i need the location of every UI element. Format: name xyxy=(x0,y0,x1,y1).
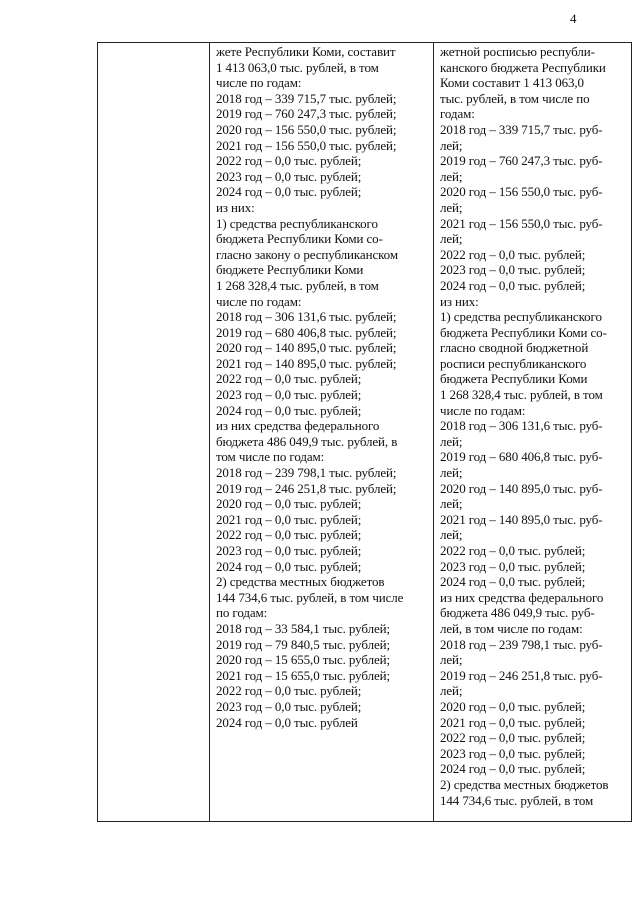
text-line: 2020 год – 156 550,0 тыс. руб- xyxy=(440,184,603,200)
text-line: лей; xyxy=(440,527,463,543)
text-line: 2024 год – 0,0 тыс. рублей xyxy=(216,714,358,730)
text-line: жетной росписью республи- xyxy=(440,44,595,59)
text-line: бюджета 486 049,9 тыс. рублей, в xyxy=(216,433,398,449)
table-column-left xyxy=(98,43,210,821)
text-line: 2023 год – 0,0 тыс. рублей; xyxy=(216,168,362,184)
page-number: 4 xyxy=(570,11,577,26)
text-line: 2020 год – 140 895,0 тыс. рублей; xyxy=(216,340,397,356)
text-line: 2022 год – 0,0 тыс. рублей; xyxy=(216,527,362,543)
text-line: 2019 год – 246 251,8 тыс. руб- xyxy=(440,667,603,683)
text-line: 2023 год – 0,0 тыс. рублей; xyxy=(440,262,586,278)
text-line: 2022 год – 0,0 тыс. рублей; xyxy=(216,371,362,387)
document-table xyxy=(97,42,632,822)
text-line: лей; xyxy=(440,168,463,184)
text-line: 2019 год – 79 840,5 тыс. рублей; xyxy=(216,636,391,652)
text-line: 2024 год – 0,0 тыс. рублей; xyxy=(440,761,586,777)
text-line: 2022 год – 0,0 тыс. рублей; xyxy=(440,543,586,558)
text-line: 2020 год – 0,0 тыс. рублей; xyxy=(216,496,362,512)
text-line: 2) средства местных бюджетов xyxy=(440,776,609,792)
text-line: канского бюджета Республики xyxy=(440,59,606,75)
text-line: 2023 год – 0,0 тыс. рублей; xyxy=(440,558,586,574)
text-line: 2020 год – 15 655,0 тыс. рублей; xyxy=(216,652,391,668)
text-line: 2023 год – 0,0 тыс. рублей; xyxy=(216,543,362,558)
text-line: 2024 год – 0,0 тыс. рублей; xyxy=(440,277,586,293)
text-line: 2019 год – 680 406,8 тыс. руб- xyxy=(440,449,603,465)
text-line: 1 413 063,0 тыс. рублей, в том xyxy=(216,59,379,75)
text-line: 2018 год – 33 584,1 тыс. рублей; xyxy=(216,620,391,636)
text-line: 2024 год – 0,0 тыс. рублей; xyxy=(216,184,362,200)
text-line: бюджета Республики Коми со- xyxy=(216,231,383,247)
text-line: из них средства федерального xyxy=(440,589,604,605)
text-line: 144 734,6 тыс. рублей, в том xyxy=(440,792,594,808)
text-line: 2018 год – 306 131,6 тыс. рублей; xyxy=(216,309,397,325)
text-line: тыс. рублей, в том числе по xyxy=(440,90,590,106)
text-line: 2019 год – 760 247,3 тыс. руб- xyxy=(440,153,603,169)
text-line: 2018 год – 239 798,1 тыс. рублей; xyxy=(216,465,397,481)
text-line: числе по годам: xyxy=(216,75,302,91)
text-line: лей; xyxy=(440,433,463,449)
text-line: лей; xyxy=(440,137,463,153)
text-line: 2021 год – 0,0 тыс. рублей; xyxy=(216,511,362,527)
text-line: 1) средства республиканского xyxy=(440,309,602,325)
text-line: гласно закону о республиканском xyxy=(216,246,398,262)
text-line: из них средства федерального xyxy=(216,418,380,434)
text-line: 144 734,6 тыс. рублей, в том числе xyxy=(216,589,404,605)
text-line: жете Республики Коми, составит xyxy=(216,44,396,59)
text-line: 2023 год – 0,0 тыс. рублей; xyxy=(216,387,362,403)
text-line: 2023 год – 0,0 тыс. рублей; xyxy=(440,745,586,761)
text-line: 2021 год – 140 895,0 тыс. руб- xyxy=(440,511,603,527)
text-line: гласно сводной бюджетной xyxy=(440,340,589,356)
text-line: 2024 год – 0,0 тыс. рублей; xyxy=(440,574,586,590)
text-line: 2022 год – 0,0 тыс. рублей; xyxy=(216,683,362,699)
text-line: 2022 год – 0,0 тыс. рублей; xyxy=(440,730,586,746)
text-line: 2) средства местных бюджетов xyxy=(216,574,385,590)
text-line: 2021 год – 140 895,0 тыс. рублей; xyxy=(216,355,397,371)
text-line: числе по годам: xyxy=(440,402,526,418)
text-line: бюджете Республики Коми xyxy=(216,262,364,278)
text-line: лей; xyxy=(440,199,463,215)
text-line: годам: xyxy=(440,106,475,122)
text-line: 2019 год – 680 406,8 тыс. рублей; xyxy=(216,324,397,340)
text-line: 2024 год – 0,0 тыс. рублей; xyxy=(216,402,362,418)
text-line: 1 268 328,4 тыс. рублей, в том xyxy=(216,277,379,293)
text-line: бюджета Республики Коми со- xyxy=(440,324,607,340)
text-line: из них: xyxy=(440,293,479,309)
text-line: росписи республиканского xyxy=(440,355,587,371)
text-line: 2020 год – 140 895,0 тыс. руб- xyxy=(440,480,603,496)
text-line: 2019 год – 246 251,8 тыс. рублей; xyxy=(216,480,397,496)
text-line: лей; xyxy=(440,496,463,512)
text-line: 2018 год – 306 131,6 тыс. руб- xyxy=(440,418,603,434)
text-line: 2023 год – 0,0 тыс. рублей; xyxy=(216,698,362,714)
text-line: бюджета 486 049,9 тыс. руб- xyxy=(440,605,595,621)
text-line: 2020 год – 0,0 тыс. рублей; xyxy=(440,698,586,714)
text-line: лей; xyxy=(440,683,463,699)
text-line: 2020 год – 156 550,0 тыс. рублей; xyxy=(216,121,397,137)
text-line: 2024 год – 0,0 тыс. рублей; xyxy=(216,558,362,574)
text-line: 2018 год – 339 715,7 тыс. рублей; xyxy=(216,90,397,106)
text-line: 2021 год – 15 655,0 тыс. рублей; xyxy=(216,667,391,683)
text-line: том числе по годам: xyxy=(216,449,325,465)
text-line: лей; xyxy=(440,652,463,668)
text-line: 2018 год – 339 715,7 тыс. руб- xyxy=(440,121,603,137)
text-line: бюджета Республики Коми xyxy=(440,371,588,387)
text-line: числе по годам: xyxy=(216,293,302,309)
text-line: из них: xyxy=(216,199,255,215)
text-line: 2021 год – 0,0 тыс. рублей; xyxy=(440,714,586,730)
text-line: 2021 год – 156 550,0 тыс. руб- xyxy=(440,215,603,231)
text-line: Коми составит 1 413 063,0 xyxy=(440,75,584,91)
text-line: 2022 год – 0,0 тыс. рублей; xyxy=(216,153,362,169)
text-line: лей; xyxy=(440,231,463,247)
table-column-middle xyxy=(210,43,434,821)
text-line: лей; xyxy=(440,465,463,481)
text-line: 2018 год – 239 798,1 тыс. руб- xyxy=(440,636,603,652)
text-line: 2021 год – 156 550,0 тыс. рублей; xyxy=(216,137,397,153)
text-line: по годам: xyxy=(216,605,268,621)
table-column-right xyxy=(434,43,632,821)
text-line: 1 268 328,4 тыс. рублей, в том xyxy=(440,387,603,403)
text-line: лей, в том числе по годам: xyxy=(440,620,583,636)
text-line: 2022 год – 0,0 тыс. рублей; xyxy=(440,246,586,262)
text-line: 2019 год – 760 247,3 тыс. рублей; xyxy=(216,106,397,122)
text-line: 1) средства республиканского xyxy=(216,215,378,231)
